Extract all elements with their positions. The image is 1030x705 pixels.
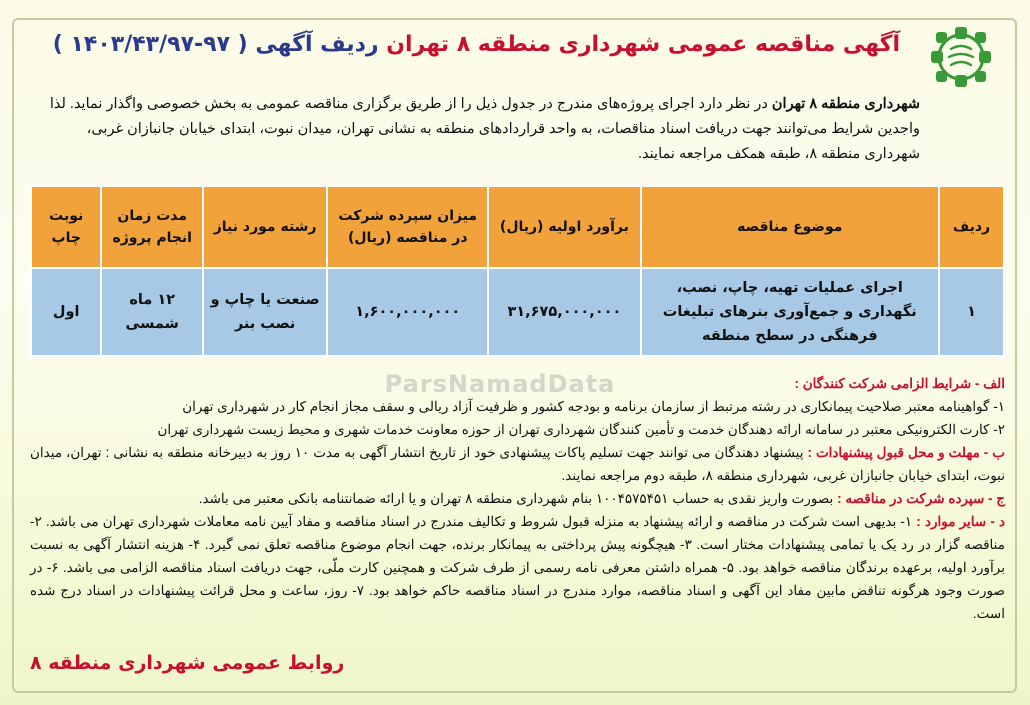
section-c-title: ج - سپرده شرکت در مناقصه : [837, 491, 1005, 506]
section-d-text2: ۴- هزینه انتشار آگهی به نسبت برآورد اولیه، برعهده برندگان مناقصه خواهد بود. ۵- همراه داشتن معرفی نامه رسمی از طرف شرکت و همچنین کارت ملّی، جهت دریافت اسناد مناقصه الزامی می باشد. ۶- در صورت وجود هرگونه تناقض مابین مفاد این آگهی و اسناد مناقصه، موارد مندرج در اسناد مناقصه حاکم خواهد بود. [30, 537, 1005, 598]
section-d-text1: ۱- بدیهی است شرکت در مناقصه و ارائه پیشنهاد به منزله قبول شروط و تکالیف مندرج در اسناد مناقصه و مفاد آیین نامه معاملات شهرداری تهران می باشد. ۲- مناقصه گزار در رد یک یا تمامی پیشنهادات مختار است. ۳- هیچگونه پیش پرداختی به پیمانکار برنده، جهت انجام موضوع مناقصه تعلق نمی گیرد. [30, 514, 1005, 552]
section-a [30, 372, 1005, 395]
tehran-municipality-logo-icon [928, 24, 994, 90]
header-duration: مدت زمان انجام پروژه [101, 186, 203, 268]
condition-a1: ۱- گواهینامه معتبر صلاحیت پیمانکاری در رشته مرتبط از سازمان برنامه و بودجه کشور و ظرفیت آزاد ریالی و سقف مجاز انجام کار در شهرداری تهران [182, 399, 1005, 414]
conditions-section [30, 372, 1005, 625]
section-b [30, 441, 1005, 487]
title-main: آگهی مناقصه عمومی شهرداری منطقه ۸ تهران [386, 32, 900, 57]
condition-a2: ۲- کارت الکترونیکی معتبر در سامانه ارائه دهندگان خدمت و تأمین کنندگان شهرداری تهران از حوزه معاونت خدمات شهری و محیط زیست شهرداری تهران [157, 422, 1005, 437]
cell-field: صنعت یا چاپ و نصب بنر [203, 268, 327, 356]
cell-duration: ۱۲ ماه شمسی [101, 268, 203, 356]
section-b-text: پیشنهاد دهندگان می توانند جهت تسلیم پاکات پیشنهادی خود از تاریخ انتشار آگهی به مدت ۱۰ روز به دبیرخانه منطقه به نشانی : تهران، میدان نبوت، ابتدای خیابان جانبازان غربی، شهرداری منطقه ۸، طبقه دوم مراجعه نمایند. [30, 445, 1005, 483]
watermark: ParsNamadData [384, 370, 616, 398]
cell-estimate: ۳۱,۶۷۵,۰۰۰,۰۰۰ [488, 268, 640, 356]
intro-paragraph [40, 92, 920, 167]
page-title [52, 30, 900, 60]
table-row [31, 268, 1004, 356]
section-a-title: الف - شرایط الزامی شرکت کنندگان : [794, 376, 1005, 391]
cell-row-number: ۱ [939, 268, 1004, 356]
cell-print: اول [31, 268, 101, 356]
section-c-text: بصورت واریز نقدی به حساب ۱۰۰۴۵۷۵۴۵۱ بنام شهرداری منطقه ۸ تهران و یا ارائه ضمانتنامه بانکی معتبر می باشد. [198, 491, 834, 506]
table-header-row [31, 186, 1004, 268]
footer-signature: روابط عمومی شهرداری منطقه ۸ [30, 652, 345, 674]
header-row-number: ردیف [939, 186, 1004, 268]
header-deposit: میزان سپرده شرکت در مناقصه (ریال) [327, 186, 488, 268]
title-ad-number: ردیف آگهی ( ۹۷-۱۴۰۳/۴۳/۹۷ ) [52, 32, 379, 57]
section-d-title: د - سایر موارد : [916, 514, 1005, 529]
header-print: نوبت چاپ [31, 186, 101, 268]
section-d [30, 510, 1005, 625]
section-c [30, 487, 1005, 510]
header-subject: موضوع مناقصه [641, 186, 939, 268]
cell-deposit: ۱,۶۰۰,۰۰۰,۰۰۰ [327, 268, 488, 356]
tender-table [30, 185, 1005, 357]
intro-text: در نظر دارد اجرای پروژه‌های مندرج در جدول ذیل را از طریق برگزاری مناقصه عمومی به بخش خصوصی واگذار نماید. لذا واجدین شرایط می‌توانند جهت دریافت اسناد مناقصات، به واحد قراردادهای منطقه به نشانی تهران، میدان نبوت، ابتدای خیابان جانبازان غربی، شهرداری منطقه ۸، طبقه همکف مراجعه نمایند. [49, 96, 920, 162]
header-estimate: برآورد اولیه (ریال) [488, 186, 640, 268]
header-field: رشته مورد نیاز [203, 186, 327, 268]
section-b-title: ب - مهلت و محل قبول پیشنهادات : [807, 445, 1005, 460]
cell-subject: اجرای عملیات تهیه، چاپ، نصب، نگهداری و جمع‌آوری بنرهای تبلیغات فرهنگی در سطح منطقه [641, 268, 939, 356]
intro-lead: شهرداری منطقه ۸ تهران [771, 96, 920, 112]
section-d-text3: ۷- روز، ساعت و محل قرائت پیشنهادات در اسناد درج شده است. [30, 583, 1005, 621]
